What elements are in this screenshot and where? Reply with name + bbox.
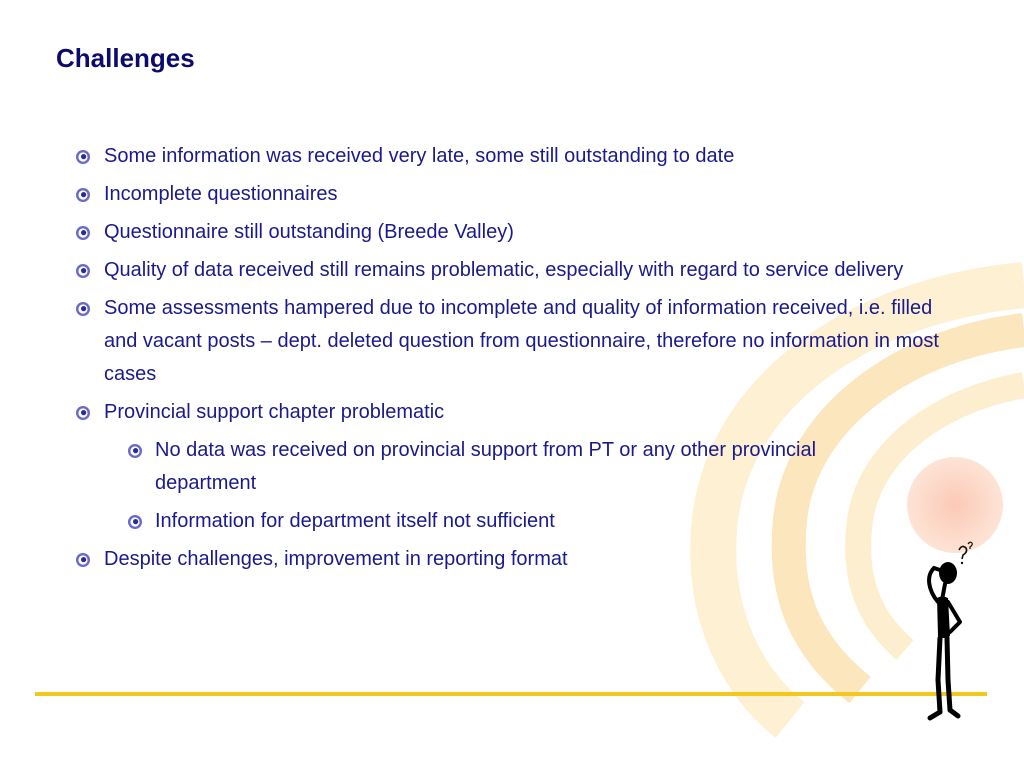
list-item-sub (0, 505, 915, 538)
swirl-bullet-icon (75, 405, 91, 421)
list-item-text: Despite challenges, improvement in reporting format (104, 548, 568, 570)
list-item (0, 178, 944, 211)
list-item-text: Quality of data received still remains problematic, especially with regard to service delivery (104, 259, 904, 281)
list-item-text: Questionnaire still outstanding (Breede Valley) (104, 221, 514, 243)
slide-title: Challenges (56, 43, 195, 73)
list-item (0, 140, 944, 173)
list-item (0, 216, 944, 249)
list-item-text: No data was received on provincial support from PT or any other provincial department (155, 439, 817, 494)
list-item (0, 543, 944, 576)
list-item-text: Some information was received very late, some still outstanding to date (104, 145, 735, 167)
list-item-text: Incomplete questionnaires (104, 183, 338, 205)
list-item (0, 396, 944, 429)
swirl-bullet-icon (127, 514, 143, 530)
list-item-text: Provincial support chapter problematic (104, 401, 445, 423)
swirl-bullet-icon (75, 225, 91, 241)
list-item (0, 254, 944, 287)
confused-stick-figure-icon (918, 540, 978, 725)
swirl-bullet-icon (75, 187, 91, 203)
swirl-bullet-icon (75, 263, 91, 279)
swirl-bullet-icon (127, 443, 143, 459)
bottom-divider (35, 692, 987, 696)
list-item-sub (0, 434, 915, 500)
list-item-text: Information for department itself not sufficient (155, 510, 555, 532)
list-item-text: Some assessments hampered due to incomplete and quality of information received, i.e. filled and vacant posts – dept. deleted question from questionnaire, therefore no information in most cases (104, 297, 939, 385)
swirl-bullet-icon (75, 301, 91, 317)
swirl-bullet-icon (75, 149, 91, 165)
list-item (0, 292, 944, 391)
bullet-list (0, 140, 1000, 581)
swirl-bullet-icon (75, 552, 91, 568)
